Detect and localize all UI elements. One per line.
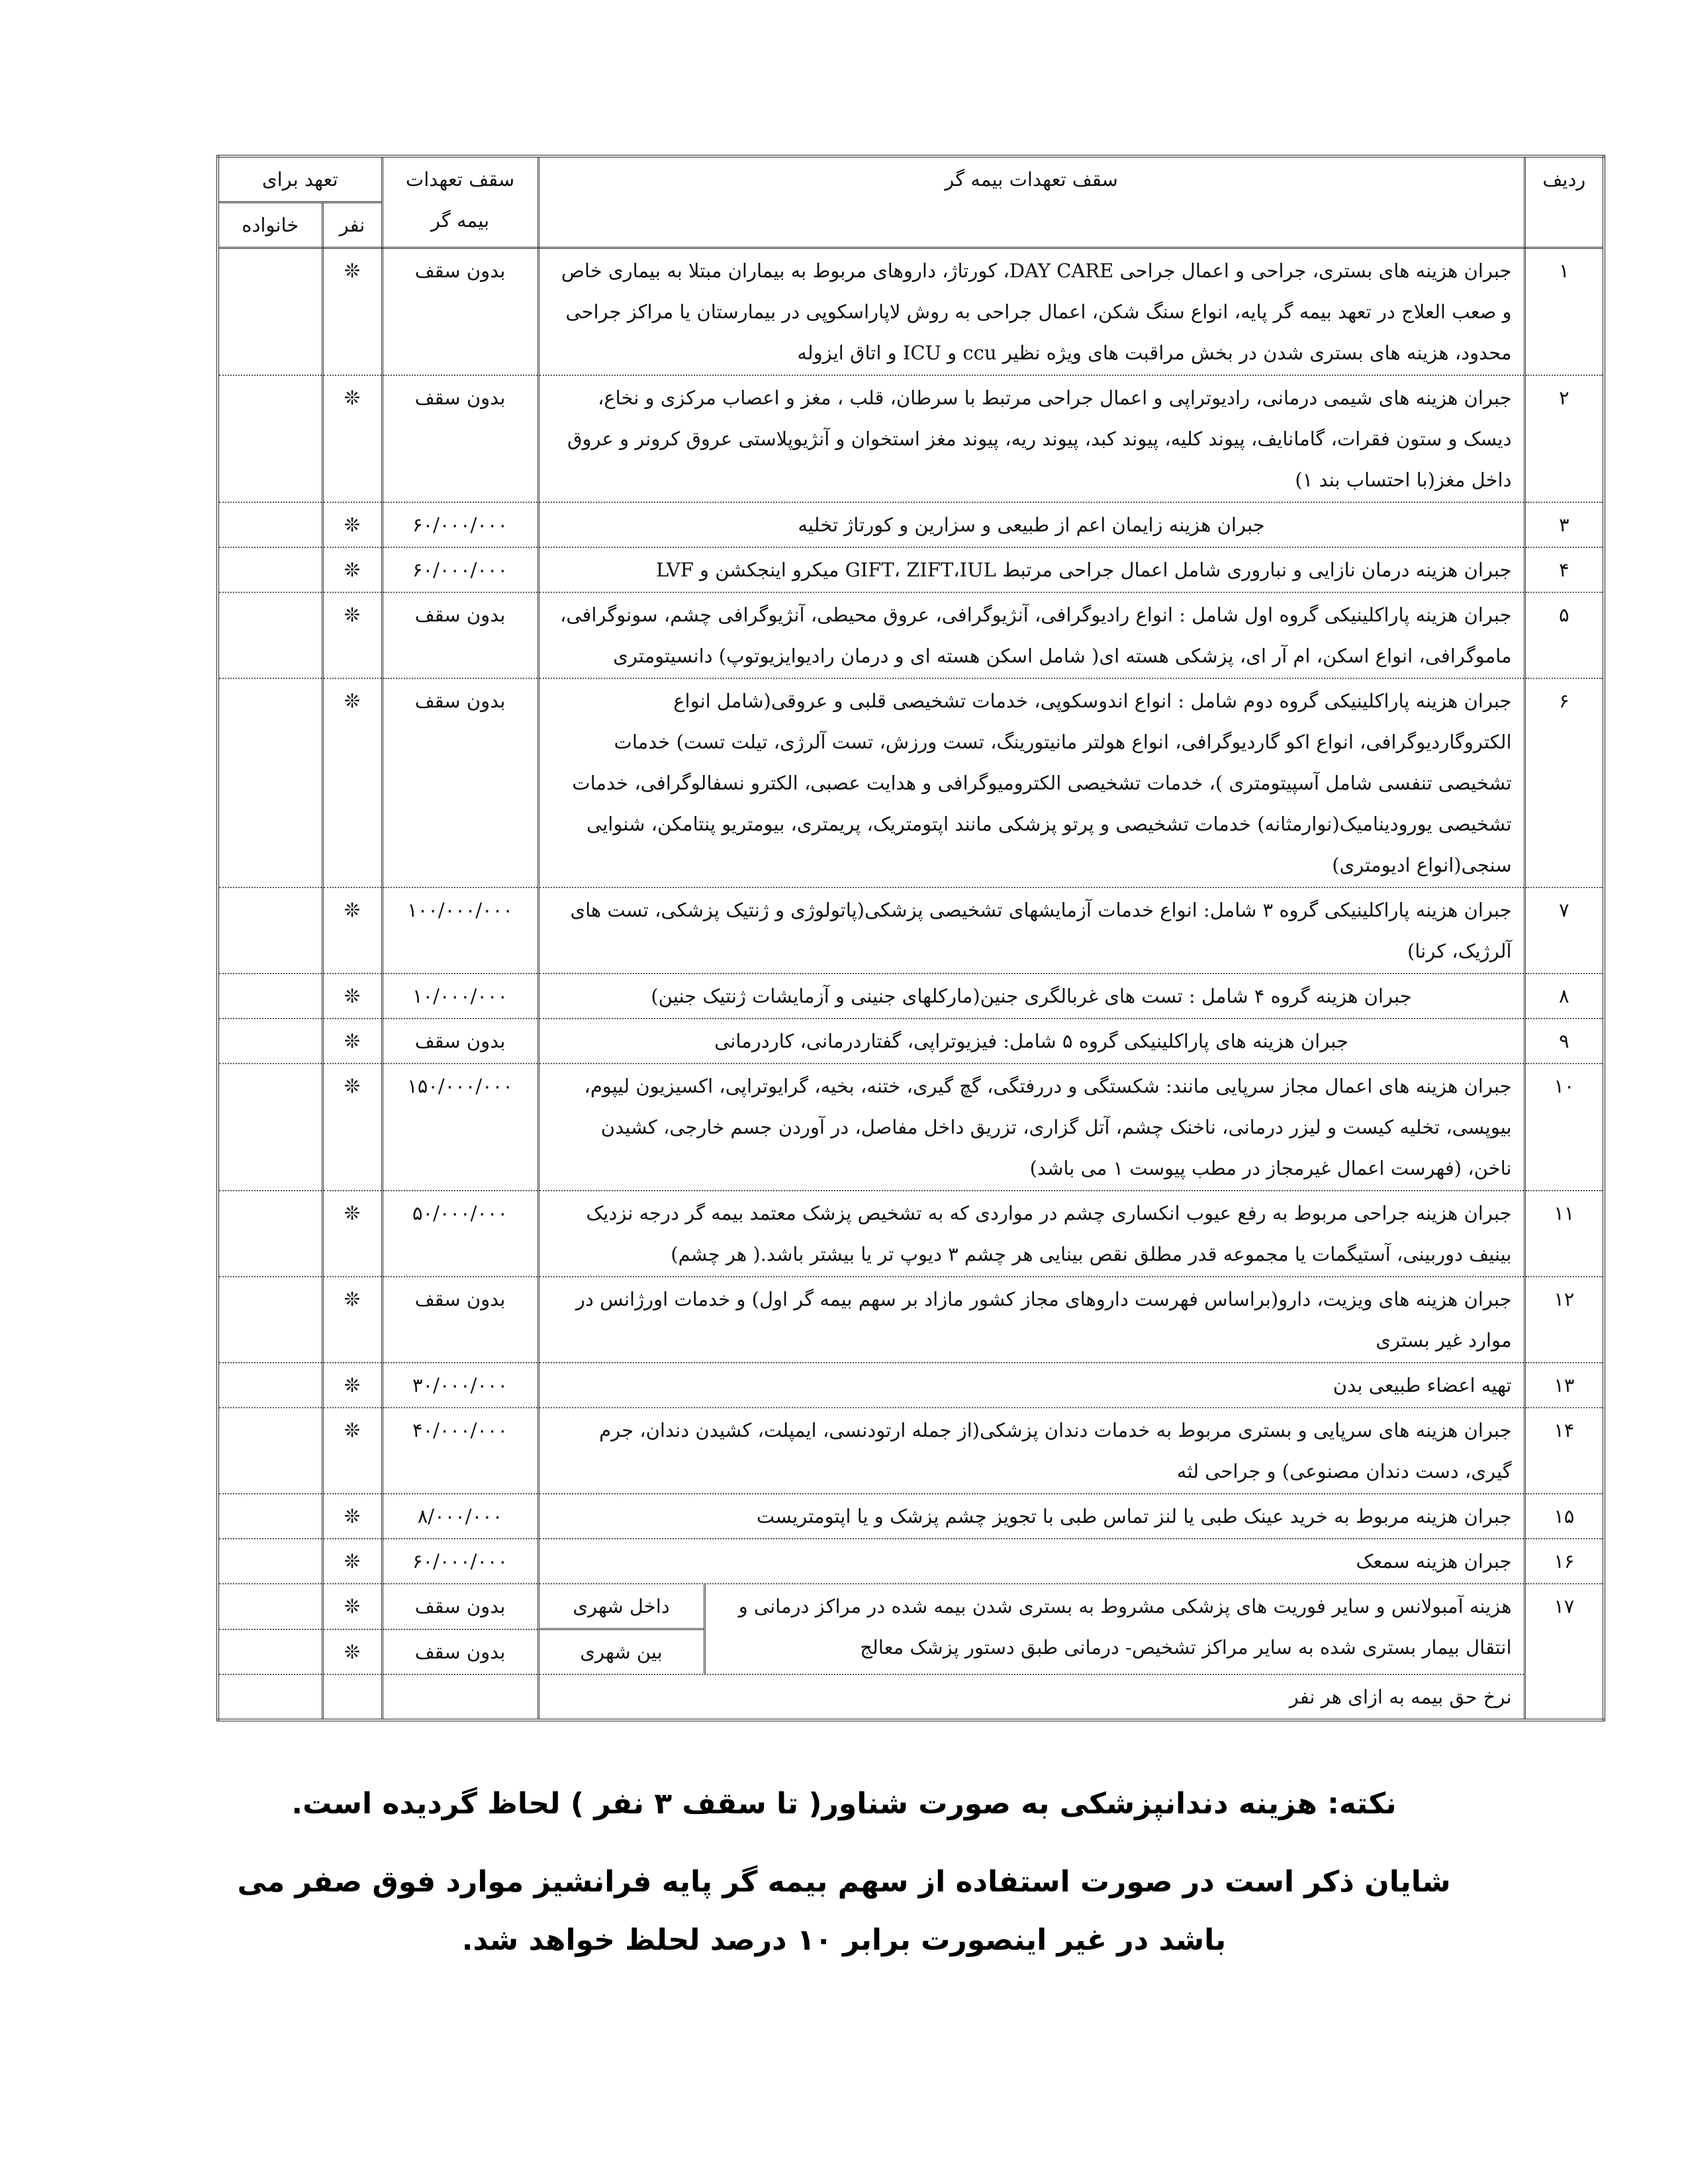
table-row (218, 502, 1604, 547)
row-ceiling: بدون سقف (382, 1019, 538, 1064)
row-description: جبران هزینه درمان نازایی و نباروری شامل اعمال جراحی مرتبط GIFT، ZIFT،IUL میکرو اینجکشن و LVF (538, 547, 1524, 592)
table-row (218, 1539, 1604, 1584)
row-person-mark: ❊ (322, 1277, 382, 1363)
row-family-cell (218, 1584, 322, 1629)
row-person-mark: ❊ (322, 1363, 382, 1408)
row-number: ۱۰ (1524, 1064, 1604, 1191)
note-franchise: شایان ذکر است در صورت استفاده از سهم بیمه گر پایه فرانشیز موارد فوق صفر می باشد در غیر اینصورت برابر ۱۰ درصد لحلظ خواهد شد. (237, 1865, 1451, 1957)
row-number: ۳ (1524, 502, 1604, 547)
coverage-table (216, 155, 1605, 1721)
row-description: جبران هزینه های بستری، جراحی و اعمال جراحی DAY CARE، کورتاژ، داروهای مربوط به بیماران مبتلا به بیماری خاص و صعب العلاج در تعهد بیمه گر پایه، انواع سنگ شکن، اعمال جراحی به روش لاپاراسکوپی در بیمارستان یا مراکز جراحی محدود، هزینه های بستری شدن در بخش مراقبت های ویژه نظیر ccu و ICU و اتاق ایزوله (538, 248, 1524, 376)
header-commitment-for: تعهد برای (218, 156, 382, 203)
row-number: ۹ (1524, 1019, 1604, 1064)
row-family-cell (218, 1629, 322, 1675)
table-row (218, 1277, 1604, 1363)
row-description: جبران هزینه پاراکلینیکی گروه دوم شامل : انواع اندوسکوپی، خدمات تشخیصی قلبی و عروقی(شامل انواع الکتروگاردیوگرافی، انواع اکو گاردیوگرافی، انواع هولتر مانیتورینگ، تست ورزش، تست آلرژی، تیلت تست) خدمات تشخیصی تنفسی شامل آسپیتومتری )، خدمات تشخیصی الکترومیوگرافی و هدایت عصبی، الکترو نسفالوگرافی، خدمات تشخیصی یورودینامیک(نوارمثانه) خدمات تشخیصی و پرتو پزشکی مانند اپتومتریک، پریمتری، بیومتریو پنتامکن، شنوایی سنجی(انواع ادیومتری) (538, 678, 1524, 887)
row-family-cell (218, 1277, 322, 1363)
row-number: ۶ (1524, 678, 1604, 887)
header-radif: ردیف (1524, 156, 1604, 248)
header-person: نفر (322, 203, 382, 248)
header-row-1 (218, 156, 1604, 203)
row-person-mark: ❊ (322, 1064, 382, 1191)
row-number: ۸ (1524, 974, 1604, 1019)
row-number: ۲ (1524, 375, 1604, 502)
premium-ceiling (382, 1674, 538, 1720)
note-dental: نکته: هزینه دندانپزشکی به صورت شناور( تا سقف ۳ نفر ) لحاظ گردیده است. (291, 1787, 1397, 1821)
row-ceiling: ۶۰/۰۰۰/۰۰۰ (382, 1539, 538, 1584)
row17-sub-label: داخل شهری (539, 1584, 704, 1630)
premium-family (218, 1674, 322, 1720)
row-description: جبران هزینه های اعمال مجاز سرپایی مانند: شکستگی و دررفتگی، گچ گیری، ختنه، بخیه، گرایوتراپی، اکسیزیون لیپوم، بیوپسی، تخلیه کیست و لیزر درمانی، ناخنک چشم، آتل گزاری، تزریق داخل مفاصل، در آوردن جسم خارجی، کشیدن ناخن، (فهرست اعمال غیرمجاز در مطب پیوست ۱ می باشد) (538, 1064, 1524, 1191)
row-family-cell (218, 248, 322, 376)
table-row (218, 678, 1604, 887)
row-description: جبران هزینه جراحی مربوط به رفع عیوب انکساری چشم در مواردی که به تشخیص پزشک معتمد بیمه گر درجه نزدیک بینیف دوربینی، آستیگمات یا مجموعه قدر مطلق نقص بینایی هر چشم ۳ دیوپ تر یا بیشتر باشد.( هر چشم) (538, 1191, 1524, 1277)
row-ceiling: بدون سقف (382, 375, 538, 502)
row-ceiling: بدون سقف (382, 678, 538, 887)
row-family-cell (218, 502, 322, 547)
row-description: جبران هزینه پاراکلینیکی گروه ۳ شامل: انواع خدمات آزمایشهای تشخیصی پزشکی(پاتولوژی و ژنتیک پزشکی، تست های آلرژیک، کرنا) (538, 887, 1524, 974)
table-row (218, 974, 1604, 1019)
row-person-mark: ❊ (322, 547, 382, 592)
row-description: جبران هزینه های ویزیت، دارو(براساس فهرست داروهای مجاز کشور مازاد بر سهم بیمه گر اول) و خدمات اورژانس در موارد غیر بستری (538, 1277, 1524, 1363)
row-number: ۵ (1524, 592, 1604, 678)
row-family-cell (218, 1363, 322, 1408)
row-ceiling: ۸/۰۰۰/۰۰۰ (382, 1494, 538, 1539)
row-person-mark: ❊ (322, 1539, 382, 1584)
row-number: ۱۴ (1524, 1408, 1604, 1494)
row-ceiling: ۴۰/۰۰۰/۰۰۰ (382, 1408, 538, 1494)
row-description: جبران هزینه پاراکلینیکی گروه اول شامل : انواع رادیوگرافی، آنژیوگرافی، عروق محیطی، آنژیوگرافی چشم، سونوگرافی، ماموگرافی، انواع اسکن، ام آر ای، پزشکی هسته ای( شامل اسکن هسته ای و درمان رادیوایزیوتوپ) دانسیتومتری (538, 592, 1524, 678)
row-ceiling: ۳۰/۰۰۰/۰۰۰ (382, 1363, 538, 1408)
row-family-cell (218, 547, 322, 592)
row-description: جبران هزینه های شیمی درمانی، رادیوتراپی و اعمال جراحی مرتبط با سرطان، قلب ، مغز و اعصاب مرکزی و نخاع، دیسک و ستون فقرات، گامانایف، پیوند کلیه، پیوند کبد، پیوند ریه، پیوند مغز استخوان و آنژیوپلاستی عروق کرونر و عروق داخل مغز(با احتساب بند ۱) (538, 375, 1524, 502)
table-row (218, 887, 1604, 974)
row-person-mark: ❊ (322, 592, 382, 678)
row-person-mark: ❊ (322, 502, 382, 547)
row-number: ۱۳ (1524, 1363, 1604, 1408)
row-number: ۱۷ (1524, 1584, 1604, 1720)
row-family-cell (218, 1494, 322, 1539)
row-number: ۱۶ (1524, 1539, 1604, 1584)
row-ceiling: ۱۵۰/۰۰۰/۰۰۰ (382, 1064, 538, 1191)
row-number: ۱۵ (1524, 1494, 1604, 1539)
table-row (218, 1494, 1604, 1539)
row-number: ۴ (1524, 547, 1604, 592)
table-row (218, 1191, 1604, 1277)
header-insurer-ceiling: سقف تعهدات بیمه گر (538, 156, 1524, 248)
row-person-mark: ❊ (322, 974, 382, 1019)
premium-label: نرخ حق بیمه به ازای هر نفر (538, 1674, 1524, 1720)
row-person-mark: ❊ (322, 1408, 382, 1494)
row-person-mark: ❊ (322, 1019, 382, 1064)
row-number: ۱۱ (1524, 1191, 1604, 1277)
row-description: جبران هزینه زایمان اعم از طبیعی و سزارین و کورتاژ تخلیه (538, 502, 1524, 547)
row-family-cell (218, 1191, 322, 1277)
header-family: خانواده (218, 203, 322, 248)
row-ceiling: بدون سقف (382, 248, 538, 376)
row-ceiling: ۶۰/۰۰۰/۰۰۰ (382, 502, 538, 547)
row-family-cell (218, 592, 322, 678)
table-row (218, 1019, 1604, 1064)
row-description: جبران هزینه مربوط به خرید عینک طبی یا لنز تماس طبی با تجویز چشم پزشک و یا اپتومتریست (538, 1494, 1524, 1539)
table-row (218, 1363, 1604, 1408)
row-person-mark: ❊ (322, 1629, 382, 1675)
row-ceiling: ۱۰/۰۰۰/۰۰۰ (382, 974, 538, 1019)
premium-person (322, 1674, 382, 1720)
row-ceiling: ۱۰۰/۰۰۰/۰۰۰ (382, 887, 538, 974)
table-row (218, 592, 1604, 678)
row-family-cell (218, 1408, 322, 1494)
row-description: هزینه آمبولانس و سایر فوریت های پزشکی مشروط به بستری شدن بیمه شده در مراکز درمانی و انتقال بیمار بستری شده به سایر مراکز تشخیص- درمانی طبق دستور پزشک معالج (738, 1595, 1512, 1659)
row-person-mark: ❊ (322, 887, 382, 974)
row-description: تهیه اعضاء طبیعی بدن (538, 1363, 1524, 1408)
table-row (218, 1408, 1604, 1494)
row-number: ۱۲ (1524, 1277, 1604, 1363)
row-person-mark: ❊ (322, 1191, 382, 1277)
row-person-mark: ❊ (322, 375, 382, 502)
row-family-cell (218, 974, 322, 1019)
row-person-mark: ❊ (322, 1494, 382, 1539)
row-family-cell (218, 678, 322, 887)
row-ceiling: بدون سقف (382, 1584, 538, 1629)
row-description: جبران هزینه های پاراکلینیکی گروه ۵ شامل: فیزیوتراپی، گفتاردرمانی، کاردرمانی (538, 1019, 1524, 1064)
table-row-premium (218, 1674, 1604, 1720)
row-person-mark: ❊ (322, 248, 382, 376)
row-family-cell (218, 1539, 322, 1584)
row-person-mark: ❊ (322, 678, 382, 887)
table-row (218, 375, 1604, 502)
row-person-mark: ❊ (322, 1584, 382, 1629)
row-ceiling: ۵۰/۰۰۰/۰۰۰ (382, 1191, 538, 1277)
row-description: جبران هزینه های سرپایی و بستری مربوط به خدمات دندان پزشکی(از جمله ارتودنسی، ایمپلت، کشیدن دندان، جرم گیری، دست دندان مصنوعی) و جراحی لثه (538, 1408, 1524, 1494)
table-row (218, 1064, 1604, 1191)
row-family-cell (218, 375, 322, 502)
row-number: ۷ (1524, 887, 1604, 974)
table-row (218, 248, 1604, 376)
row-family-cell (218, 887, 322, 974)
row-family-cell (218, 1019, 322, 1064)
row-ceiling: بدون سقف (382, 1629, 538, 1675)
row-description: جبران هزینه سمعک (538, 1539, 1524, 1584)
row-ceiling: ۶۰/۰۰۰/۰۰۰ (382, 547, 538, 592)
row-family-cell (218, 1064, 322, 1191)
row17-sub-label: بین شهری (580, 1641, 663, 1663)
header-ceiling-line2: بیمه گر (430, 209, 490, 232)
row-number: ۱ (1524, 248, 1604, 376)
row17-sub-labels (539, 1584, 705, 1674)
row-ceiling: بدون سقف (382, 1277, 538, 1363)
table-row (218, 1584, 1604, 1629)
header-ceiling-column (382, 156, 538, 248)
row17-description-cell (538, 1584, 1524, 1674)
row-ceiling: بدون سقف (382, 592, 538, 678)
row-description: جبران هزینه گروه ۴ شامل : تست های غربالگری جنین(مارکلهای جنینی و آزمایشات ژنتیک جنین) (538, 974, 1524, 1019)
header-ceiling-line1: سقف تعهدات (405, 168, 515, 191)
table-row (218, 547, 1604, 592)
